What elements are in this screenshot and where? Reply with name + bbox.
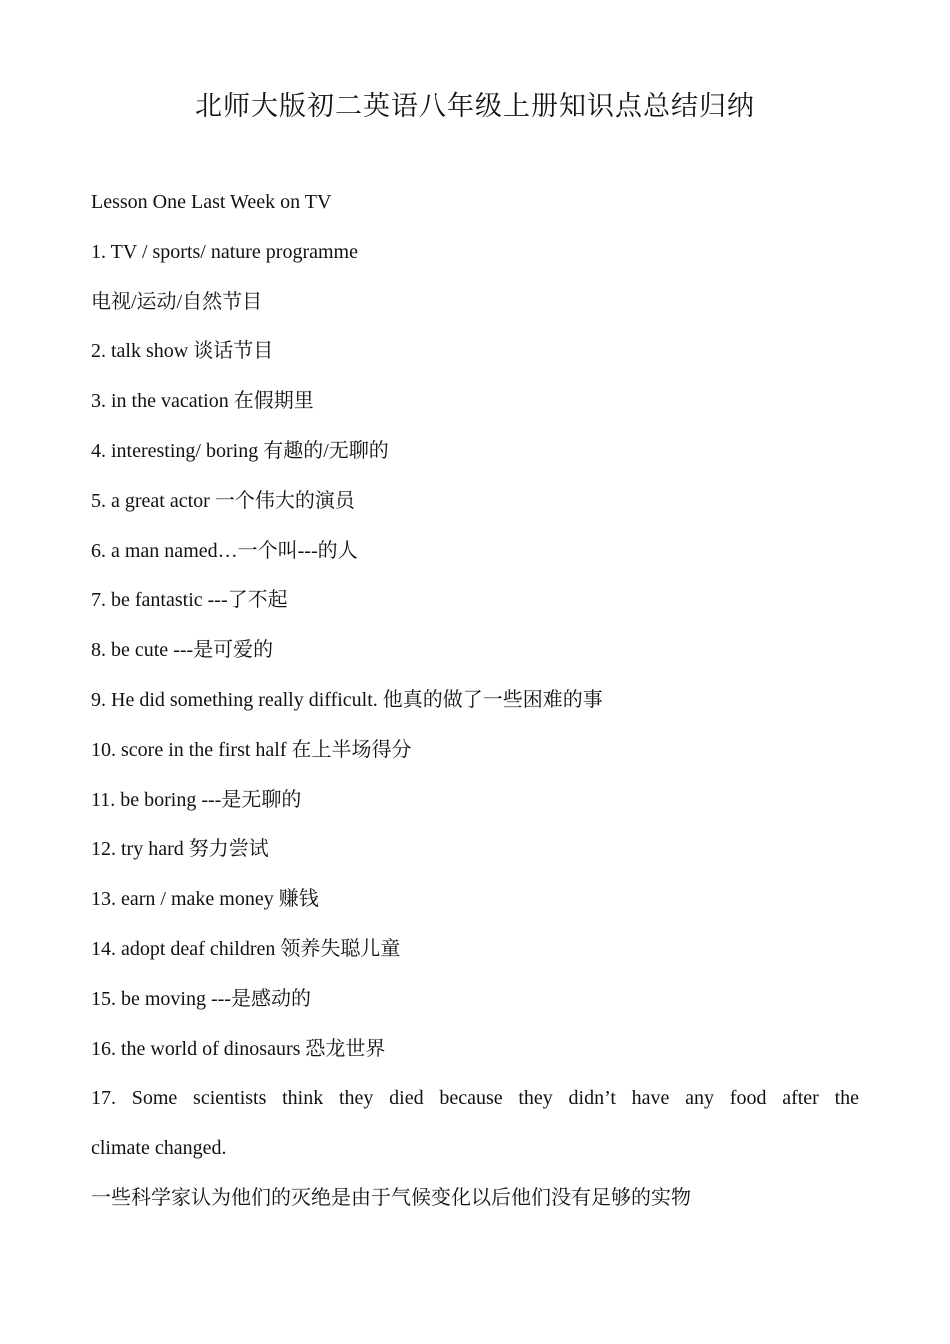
vocab-line-7: 7. be fantastic ---了不起 <box>91 589 288 612</box>
vocab-line-9: 9. He did something really difficult. 他真的做了一些困难的事 <box>91 688 603 711</box>
document-body <box>91 178 859 1224</box>
vocab-line-17-continued: climate changed. <box>91 1137 227 1160</box>
vocab-line-14: 14. adopt deaf children 领养失聪儿童 <box>91 937 401 960</box>
lesson-heading: Lesson One Last Week on TV <box>91 191 332 213</box>
vocab-line-1: 1. TV / sports/ nature programme <box>91 240 358 263</box>
vocab-line-5: 5. a great actor 一个伟大的演员 <box>91 489 355 512</box>
vocab-line-10: 10. score in the first half 在上半场得分 <box>91 738 412 761</box>
vocab-line-15: 15. be moving ---是感动的 <box>91 987 311 1010</box>
vocab-line-3: 3. in the vacation 在假期里 <box>91 390 314 413</box>
vocab-line-2: 2. talk show 谈话节目 <box>91 340 274 363</box>
vocab-line-11: 11. be boring ---是无聊的 <box>91 788 302 811</box>
vocab-line-4: 4. interesting/ boring 有趣的/无聊的 <box>91 439 389 462</box>
vocab-line-17-translation: 一些科学家认为他们的灭绝是由于气候变化以后他们没有足够的实物 <box>91 1186 691 1209</box>
vocab-line-13: 13. earn / make money 赚钱 <box>91 888 319 911</box>
vocab-line-8: 8. be cute ---是可爱的 <box>91 639 274 662</box>
vocab-line-12: 12. try hard 努力尝试 <box>91 838 269 861</box>
document-title: 北师大版初二英语八年级上册知识点总结归纳 <box>195 91 755 121</box>
vocab-line-6: 6. a man named…一个叫---的人 <box>91 539 358 562</box>
vocab-line-16: 16. the world of dinosaurs 恐龙世界 <box>91 1037 386 1060</box>
vocab-line-1-translation: 电视/运动/自然节目 <box>91 290 263 313</box>
vocab-line-17: 17. Some scientists think they died because they didn’t have any food after the <box>91 1087 859 1110</box>
